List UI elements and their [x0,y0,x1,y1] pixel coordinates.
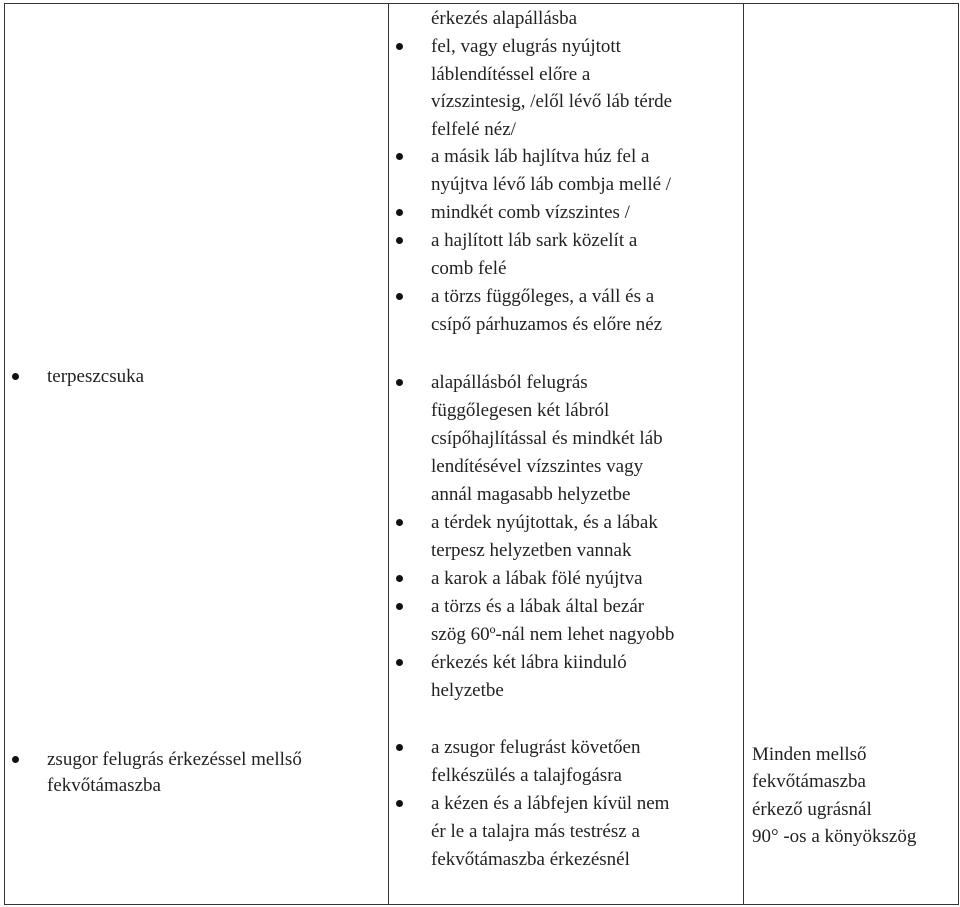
criteria-line: láblendítéssel előre a [431,64,591,85]
criteria-line: alapállásból felugrás [431,372,588,393]
criteria-line: érkezés alapállásba [431,8,578,29]
criteria-line: lendítésével vízszintes vagy [431,456,644,477]
bullet-icon [396,575,403,582]
criteria-line: csípőhajlítással és mindkét láb [431,428,663,449]
criteria-line: felfelé néz/ [431,119,516,140]
criteria-line: a karok a lábak fölé nyújtva [431,568,643,589]
exercise-name: terpeszcsuka [47,366,145,387]
bullet-icon [396,237,403,244]
criteria-line: felkészülés a talajfogásra [431,765,622,786]
bullet-icon [396,519,403,526]
bullet-icon [396,744,403,751]
note-line: fekvőtámaszba [752,771,866,792]
criteria-line: a térdek nyújtottak, és a lábak [431,512,658,533]
criteria-line: a zsugor felugrást követően [431,737,641,758]
column-divider-1 [388,3,389,905]
criteria-line: fekvőtámaszba érkezésnél [431,849,630,870]
criteria-line: a hajlított láb sark közelít a [431,230,638,251]
criteria-line: vízszintesig, /elől lévő láb térde [431,91,673,112]
exercise-name: zsugor felugrás érkezéssel mellső [47,749,302,770]
table-border-bottom [4,904,959,905]
bullet-icon [396,209,403,216]
bullet-icon [396,659,403,666]
criteria-line: nyújtva lévő láb combja mellé / [431,174,672,195]
criteria-line: fel, vagy elugrás nyújtott [431,36,621,57]
criteria-line: függőlegesen két lábról [431,400,610,421]
criteria-line: ér le a talajra más testrész a [431,821,640,842]
criteria-line: a törzs függőleges, a váll és a [431,286,655,307]
criteria-line: a kézen és a lábfejen kívül nem [431,793,670,814]
table-border-top [4,3,959,4]
bullet-icon [396,43,403,50]
column-divider-2 [743,3,744,905]
table-border-left [4,3,5,905]
criteria-line: csípő párhuzamos és előre néz [431,314,663,335]
bullet-icon [396,603,403,610]
exercise-name: fekvőtámaszba [47,775,161,796]
note-line: 90° -os a könyökszög [752,826,917,847]
table-border-right [958,3,959,905]
criteria-line: annál magasabb helyzetbe [431,484,631,505]
criteria-line: szög 60º-nál nem lehet nagyobb [431,624,675,645]
bullet-icon [396,293,403,300]
bullet-icon [12,756,19,763]
note-line: érkező ugrásnál [752,799,872,820]
criteria-line: terpesz helyzetben vannak [431,540,632,561]
criteria-line: érkezés két lábra kiinduló [431,652,627,673]
bullet-icon [396,379,403,386]
criteria-line: a másik láb hajlítva húz fel a [431,146,650,167]
note-line: Minden mellső [752,744,867,765]
bullet-icon [396,153,403,160]
criteria-line: comb felé [431,258,507,279]
criteria-line: helyzetbe [431,680,504,701]
bullet-icon [396,800,403,807]
criteria-line: a törzs és a lábak által bezár [431,596,645,617]
criteria-line: mindkét comb vízszintes / [431,202,630,223]
bullet-icon [12,373,19,380]
